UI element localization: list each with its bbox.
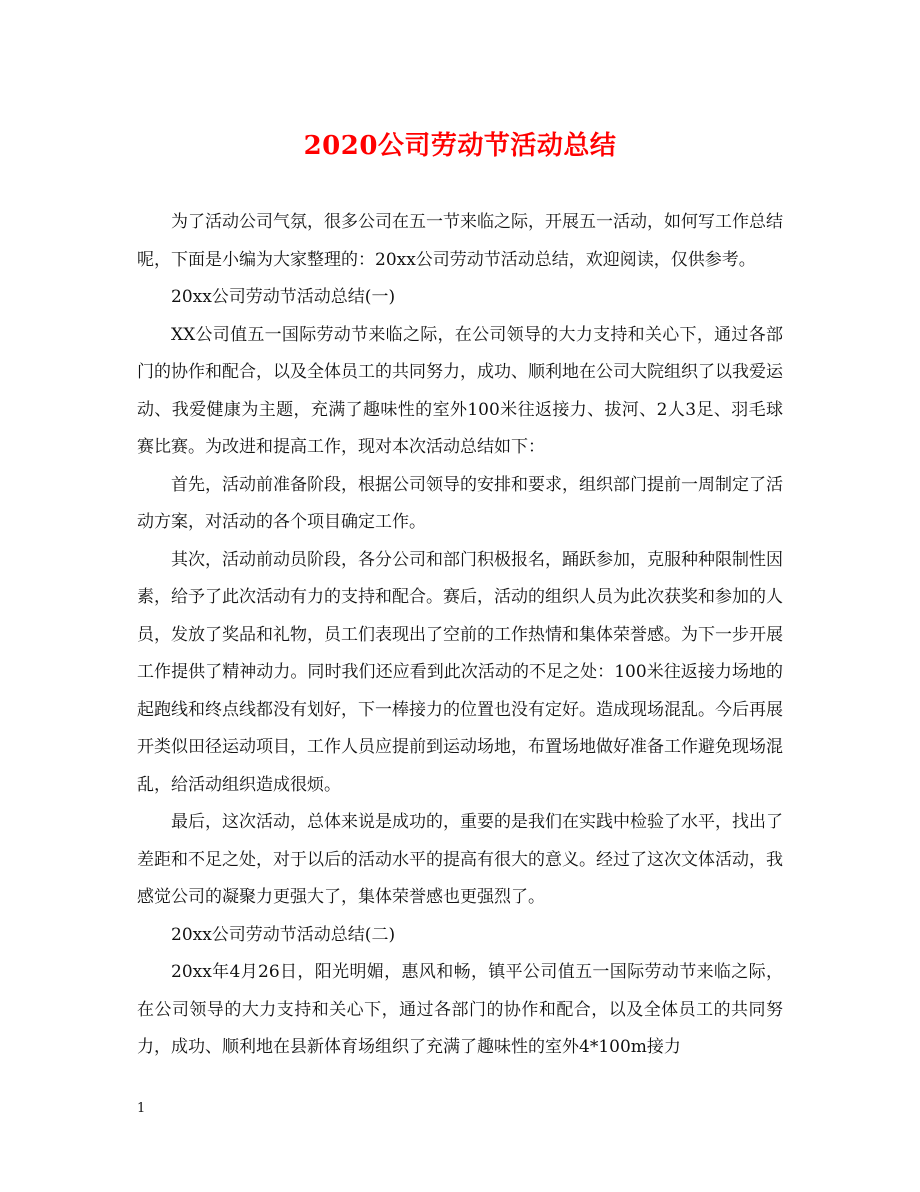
body-paragraph: 最后，这次活动，总体来说是成功的，重要的是我们在实践中检验了水平，找出了差距和不足之处，对于以后的活动水平的提高有很大的意义。经过了这次文体活动，我感觉公司的凝聚力更强大了，集体荣誉感也更强烈了。 bbox=[137, 812, 783, 907]
section-heading-two: 20xx公司劳动节活动总结(二) bbox=[171, 924, 396, 945]
body-paragraph: 其次，活动前动员阶段，各分公司和部门积极报名，踊跃参加，克服种种限制性因素，给予了此次活动有力的支持和配合。赛后，活动的组织人员为此次获奖和参加的人员，发放了奖品和礼物，员工们表现出了空前的工作热情和集体荣誉感。为下一步开展工作提供了精神动力。同时我们还应看到此次活动的不足之处：100米往返接力场地的起跑线和终点线都没有划好，下一棒接力的位置也没有定好。造成现场混乱。今后再展开类似田径运动项目，工作人员应提前到运动场地，布置场地做好准备工作避免现场混乱，给活动组织造成很烦。 bbox=[137, 549, 783, 795]
body-paragraph: XX公司值五一国际劳动节来临之际，在公司领导的大力支持和关心下，通过各部门的协作和配合，以及全体员工的共同努力，成功、顺利地在公司大院组织了以我爱运动、我爱健康为主题，充满了趣味性的室外100米往返接力、拔河、2人3足、羽毛球赛比赛。为改进和提高工作，现对本次活动总结如下： bbox=[137, 324, 783, 457]
page-number: 1 bbox=[137, 1101, 146, 1116]
body-paragraph: 20xx年4月26日，阳光明媚，惠风和畅，镇平公司值五一国际劳动节来临之际，在公司领导的大力支持和关心下，通过各部门的协作和配合，以及全体员工的共同努力，成功、顺利地在县新体育场组织了充满了趣味性的室外4*100m接力 bbox=[137, 962, 783, 1057]
section-heading-one: 20xx公司劳动节活动总结(一) bbox=[171, 287, 396, 307]
intro-paragraph: 为了活动公司气氛，很多公司在五一节来临之际，开展五一活动，如何写工作总结呢，下面是小编为大家整理的：20xx公司劳动节活动总结，欢迎阅读，仅供参考。 bbox=[137, 212, 783, 270]
document-body bbox=[137, 204, 783, 1067]
body-paragraph: 首先，活动前准备阶段，根据公司领导的安排和要求，组织部门提前一周制定了活动方案，对活动的各个项目确定工作。 bbox=[137, 474, 783, 532]
document-title: 2020公司劳动节活动总结 bbox=[303, 131, 617, 161]
